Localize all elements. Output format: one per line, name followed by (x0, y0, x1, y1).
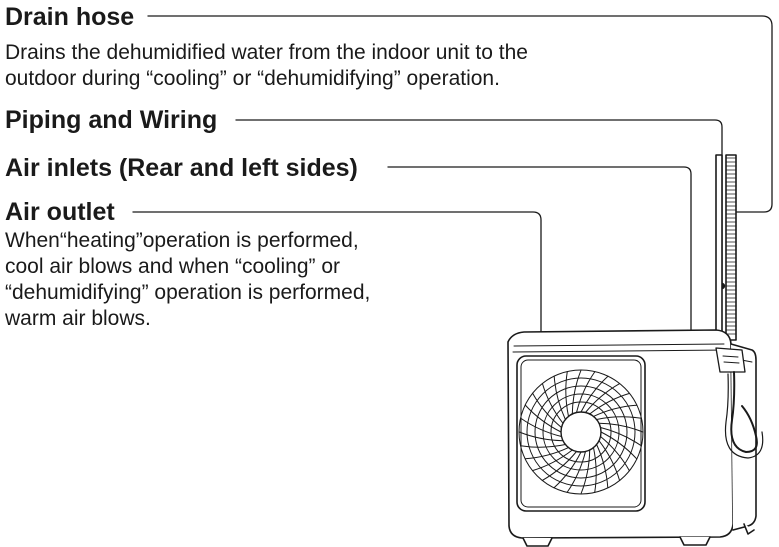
drain-hose-title: Drain hose (5, 3, 135, 31)
leader-air-inlets (388, 167, 691, 333)
air-outlet-desc-line-3: “dehumidifying” operation is performed, (5, 281, 371, 304)
piping-wiring-title: Piping and Wiring (5, 106, 218, 134)
air-outlet-desc-line-2: cool air blows and when “cooling” or (5, 255, 341, 278)
outdoor-unit-body (508, 330, 756, 546)
air-outlet-title: Air outlet (5, 198, 115, 226)
air-outlet-desc-line-4: warm air blows. (5, 307, 151, 330)
drain-hose-desc-line-1: Drains the dehumidified water from the indoor unit to the (5, 41, 528, 64)
air-inlets-title: Air inlets (Rear and left sides) (5, 154, 358, 182)
air-outlet-desc-line-1: When“heating”operation is performed, (5, 229, 359, 252)
drain-hose-desc-line-2: outdoor during “cooling” or “dehumidifying” operation. (5, 67, 500, 90)
pipe-icon (716, 155, 736, 340)
